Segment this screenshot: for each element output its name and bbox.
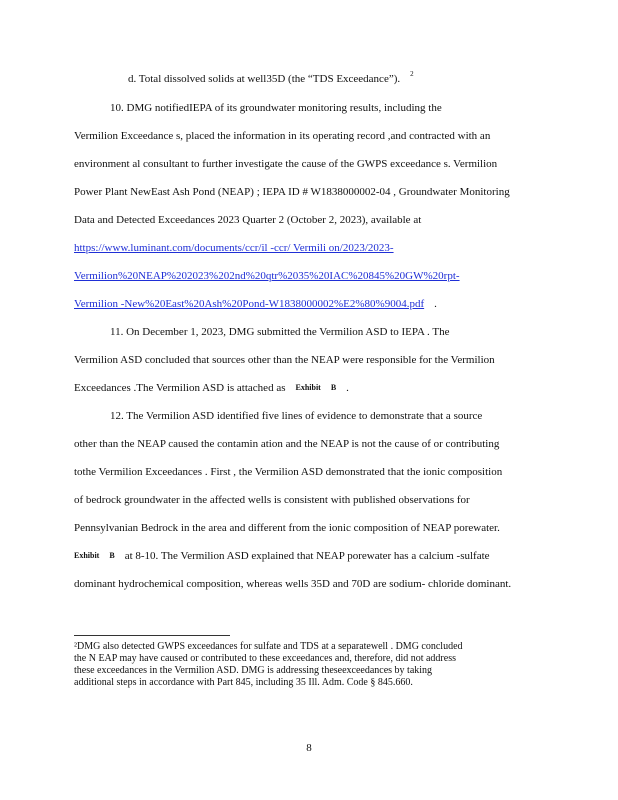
paragraph-10-line-3 xyxy=(74,157,541,171)
sentence-period: . xyxy=(346,382,349,394)
text: at 8-10. The Vermilion ASD explained that NEAP porewater has a calcium -sulfate xyxy=(124,550,490,562)
footnote-line-2 xyxy=(74,653,541,664)
text: 11. On December 1, 2023, DMG submitted the Vermilion ASD to IEPA . The xyxy=(110,326,450,338)
text: ²DMG also detected GWPS exceedances for sulfate and TDS at a separatewell . DMG concluded xyxy=(74,641,463,652)
footnote-line-4 xyxy=(74,677,541,688)
paragraph-10-line-4 xyxy=(74,185,541,199)
page-number: 8 xyxy=(306,742,312,754)
document-link-part-2[interactable]: Vermilion%20NEAP%202023%202nd%20qtr%2035%20IAC%20845%20GW%20rpt- xyxy=(74,270,460,282)
text: of bedrock groundwater in the affected wells is consistent with published observations for xyxy=(74,494,470,506)
exhibit-letter: B xyxy=(330,383,337,392)
text: environment al consultant to further investigate the cause of the GWPS exceedance s. Vermilion xyxy=(74,158,498,170)
paragraph-11-line-2 xyxy=(74,353,541,367)
paragraph-10-line-5 xyxy=(74,213,541,227)
text: 12. The Vermilion ASD identified five lines of evidence to demonstrate that a source xyxy=(110,410,483,422)
paragraph-10-line-2 xyxy=(74,129,541,143)
document-link-part-3[interactable]: Vermilion -New%20East%20Ash%20Pond-W1838000002%E2%80%9004.pdf xyxy=(74,298,425,310)
link-line-3[interactable] xyxy=(74,297,541,311)
document-link-part-1[interactable]: https://www.luminant.com/documents/ccr/il -ccr/ Vermili on/2023/2023- xyxy=(74,242,394,254)
paragraph-12-line-6 xyxy=(74,549,541,563)
text: other than the NEAP caused the contamin ation and the NEAP is not the cause of or contributing xyxy=(74,438,500,450)
footnote-line-1 xyxy=(74,641,541,652)
exhibit-letter: B xyxy=(109,551,115,560)
footnote-line-3 xyxy=(74,665,541,676)
paragraph-12-line-5 xyxy=(74,521,541,535)
text: additional steps in accordance with Part 845, including 35 Ill. Adm. Code § 845.660. xyxy=(74,677,413,688)
item-d-text: d. Total dissolved solids at well35D (the “TDS Exceedance”). xyxy=(128,73,401,85)
link-line-2[interactable] xyxy=(74,269,541,283)
paragraph-12-line-7 xyxy=(74,577,541,591)
link-period: . xyxy=(434,298,437,310)
text: Vermilion ASD concluded that sources other than the NEAP were responsible for the Vermilion xyxy=(74,354,495,366)
paragraph-11-line-1 xyxy=(110,325,541,339)
text: tothe Vermilion Exceedances . First , the Vermilion ASD demonstrated that the ionic composition xyxy=(74,466,503,478)
text: Pennsylvanian Bedrock in the area and different from the ionic composition of NEAP porewater. xyxy=(74,522,500,534)
footnote-marker: 2 xyxy=(410,70,414,78)
exhibit-label: Exhibit xyxy=(295,383,321,392)
paragraph-12-line-3 xyxy=(74,465,541,479)
item-d xyxy=(128,72,595,86)
text: 10. DMG notifiedIEPA of its groundwater monitoring results, including the xyxy=(110,102,442,114)
paragraph-11-line-3 xyxy=(74,381,541,395)
paragraph-12-line-1 xyxy=(110,409,541,423)
paragraph-12-line-2 xyxy=(74,437,541,451)
text: these exceedances in the Vermilion ASD. DMG is addressing theseexceedances by taking xyxy=(74,665,433,676)
exhibit-label: Exhibit xyxy=(74,551,100,560)
text: Exceedances .The Vermilion ASD is attached as xyxy=(74,382,286,394)
paragraph-12-line-4 xyxy=(74,493,541,507)
text: the N EAP may have caused or contributed to these exceedances and, therefore, did not address xyxy=(74,653,456,664)
text: Vermilion Exceedance s, placed the information in its operating record ,and contracted with an xyxy=(74,130,491,142)
text: Data and Detected Exceedances 2023 Quarter 2 (October 2, 2023), available at xyxy=(74,214,422,226)
text: dominant hydrochemical composition, whereas wells 35D and 70D are sodium- chloride dominant. xyxy=(74,578,512,590)
footnote-divider xyxy=(74,635,230,636)
paragraph-10-line-1 xyxy=(110,101,541,115)
link-line-1[interactable] xyxy=(74,241,541,255)
text: Power Plant NewEast Ash Pond (NEAP) ; IEPA ID # W1838000002-04 , Groundwater Monitoring xyxy=(74,186,510,198)
